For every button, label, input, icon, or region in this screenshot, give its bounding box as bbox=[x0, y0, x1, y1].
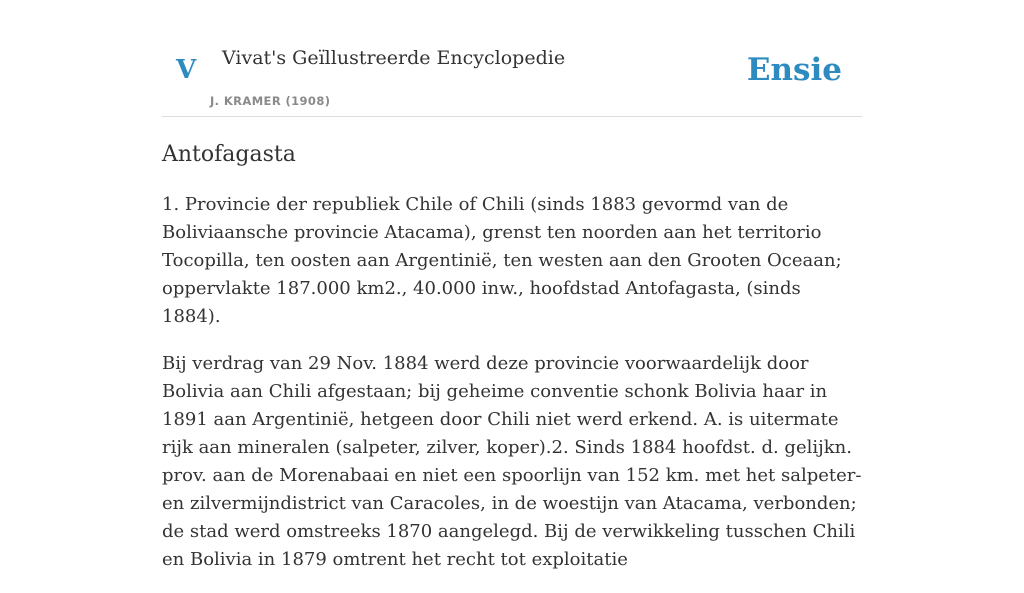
book-author: J. KRAMER (1908) bbox=[210, 94, 331, 108]
entry-title: Antofagasta bbox=[162, 142, 296, 167]
entry-paragraph: 1. Provincie der republiek Chile of Chili (sinds 1883 gevormd van de Boliviaansche provincie Atacama), grenst ten noorden aan het territorio Tocopilla, ten oosten aan Argentinië, ten westen aan den Grooten Oceaan; oppervlakte 187.000 km2., 40.000 inw., hoofdstad Antofagasta, (sinds 1884). bbox=[162, 194, 842, 327]
entry-paragraph: Bij verdrag van 29 Nov. 1884 werd deze provincie voorwaardelijk door Bolivia aan Chili afgestaan; bij geheime conventie schonk Bolivia haar in 1891 aan Argentinië, hetgeen door Chili niet werd erkend. A. is uitermate rijk aan mineralen (salpeter, zilver, koper).2. Sinds 1884 hoofdst. d. gelijkn. prov. aan de Morenabaai en niet een spoorlijn van 152 km. met het salpeter- en zilvermijndistrict van Caracoles, in de woestijn van Atacama, verbonden; de stad werd omstreeks 1870 aangelegd. Bij de verwikkeling tusschen Chili en Bolivia in 1879 omtrent het recht tot exploitatie bbox=[162, 353, 862, 570]
ensie-logo-link[interactable]: Ensie bbox=[746, 52, 842, 88]
book-logo-icon[interactable]: V bbox=[176, 55, 197, 85]
book-title[interactable]: Vivat's Geïllustreerde Encyclopedie bbox=[222, 47, 566, 69]
entry-content bbox=[162, 140, 862, 593]
site-header bbox=[162, 0, 862, 117]
